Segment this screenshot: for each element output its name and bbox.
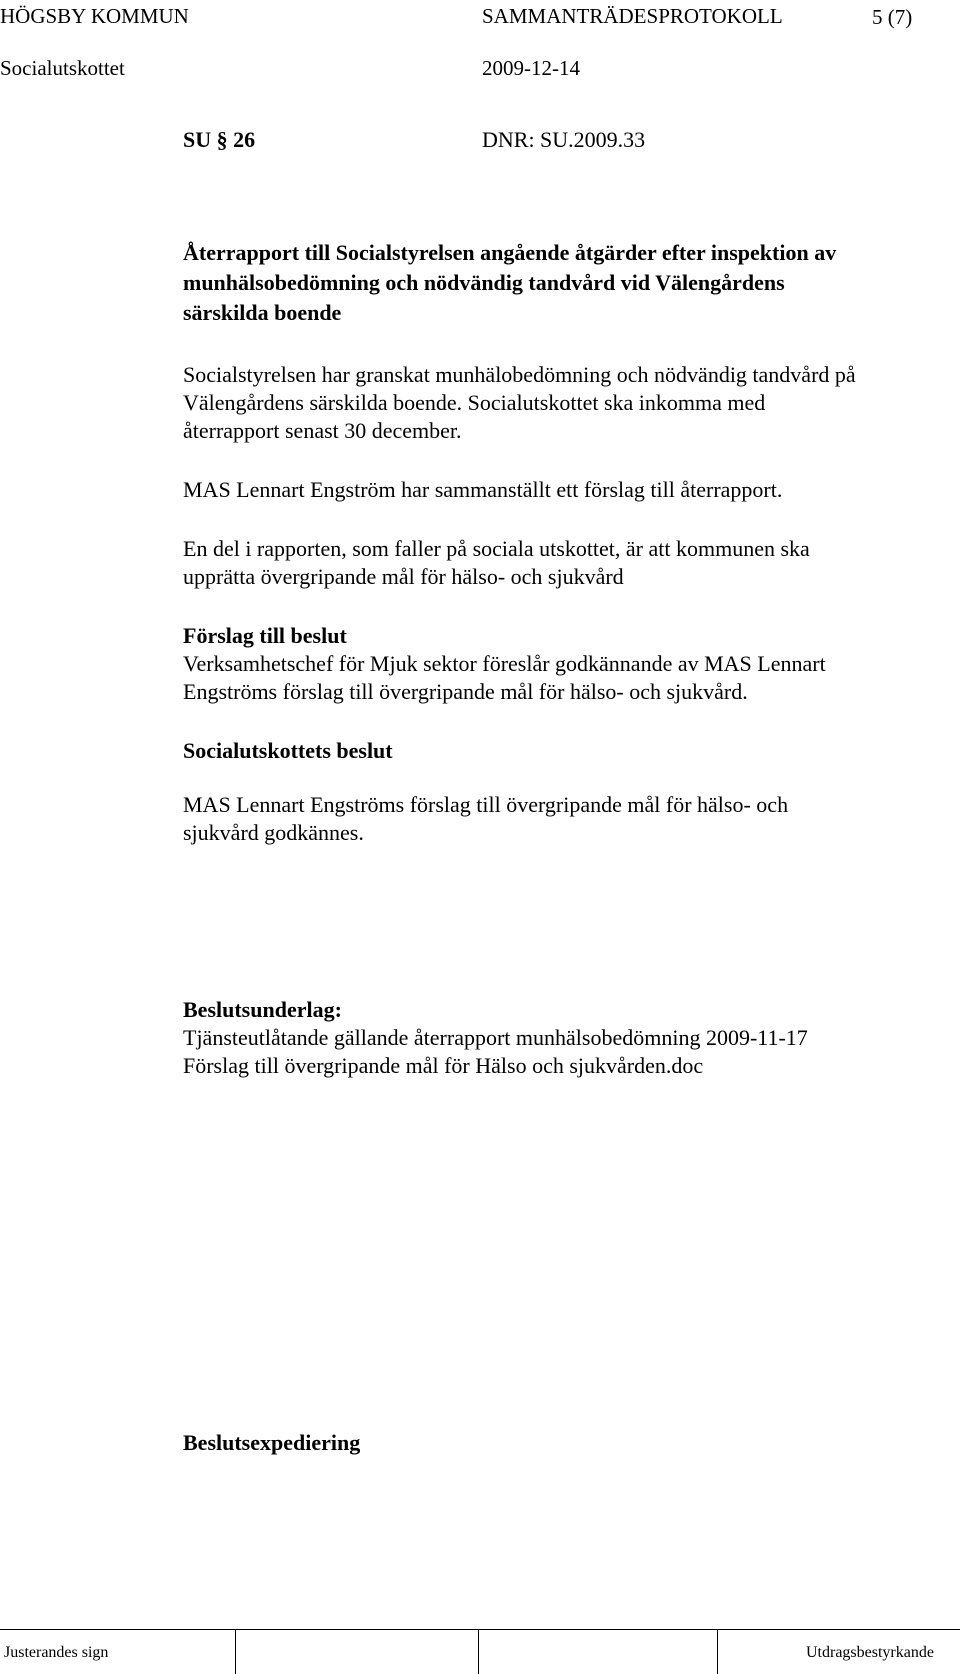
certification-label: Utdragsbestyrkande [806,1644,934,1661]
paragraph-line: Välengårdens särskilda boende. Socialutskottet ska inkomma med [183,390,766,415]
basis-line: Tjänsteutlåtande gällande återrapport munhälsobedömning 2009-11-17 [183,1025,808,1050]
basis-heading: Beslutsunderlag: [183,997,342,1022]
document-title [183,238,953,328]
protocol-title: SAMMANTRÄDESPROTOKOLL [482,4,783,28]
footer-rule [0,1629,960,1630]
footer-divider [478,1629,479,1674]
signature-footer [0,1629,960,1674]
decision-line: sjukvård godkännes. [183,820,364,845]
footer-divider [717,1629,718,1674]
paragraph-line: återrapport senast 30 december. [183,418,462,443]
paragraph-line: En del i rapporten, som faller på sociala utskottet, är att kommunen ska [183,536,810,561]
basis-section [183,996,953,1080]
decision-line: MAS Lennart Engströms förslag till övergripande mål för hälso- och [183,792,789,817]
paragraph-mas [183,476,953,504]
paragraph-line: Socialstyrelsen har granskat munhälobedömning och nödvändig tandvård på [183,362,856,387]
paragraph-report-part [183,535,953,591]
meeting-date: 2009-12-14 [482,56,580,80]
proposal-line: Verksamhetschef för Mjuk sektor föreslår godkännande av MAS Lennart [183,651,826,676]
paragraph-line: upprätta övergripande mål för hälso- och sjukvård [183,564,624,589]
section-number: SU § 26 [183,127,256,152]
dispatch-heading: Beslutsexpediering [183,1430,361,1455]
title-line: munhälsobedömning och nödvändig tandvård vid Välengårdens [183,270,785,295]
committee-name: Socialutskottet [0,56,125,80]
basis-line: Förslag till övergripande mål för Hälso och sjukvården.doc [183,1053,704,1078]
proposal-line: Engströms förslag till övergripande mål för hälso- och sjukvård. [183,679,748,704]
proposal-heading: Förslag till beslut [183,623,347,648]
title-line: särskilda boende [183,300,342,325]
dispatch-section [183,1429,953,1457]
proposal-section [183,622,953,706]
diary-number: DNR: SU.2009.33 [482,127,646,152]
paragraph-inspection [183,361,953,445]
municipality-name: HÖGSBY KOMMUN [0,4,189,28]
title-line: Återrapport till Socialstyrelsen angående åtgärder efter inspektion av [183,240,837,265]
signature-label: Justerandes sign [4,1644,109,1661]
page-number: 5 (7) [872,5,913,29]
decision-section [183,737,953,765]
footer-divider [235,1629,236,1674]
decision-heading: Socialutskottets beslut [183,738,393,763]
decision-body [183,791,953,847]
paragraph-line: MAS Lennart Engström har sammanställt ett förslag till återrapport. [183,477,783,502]
